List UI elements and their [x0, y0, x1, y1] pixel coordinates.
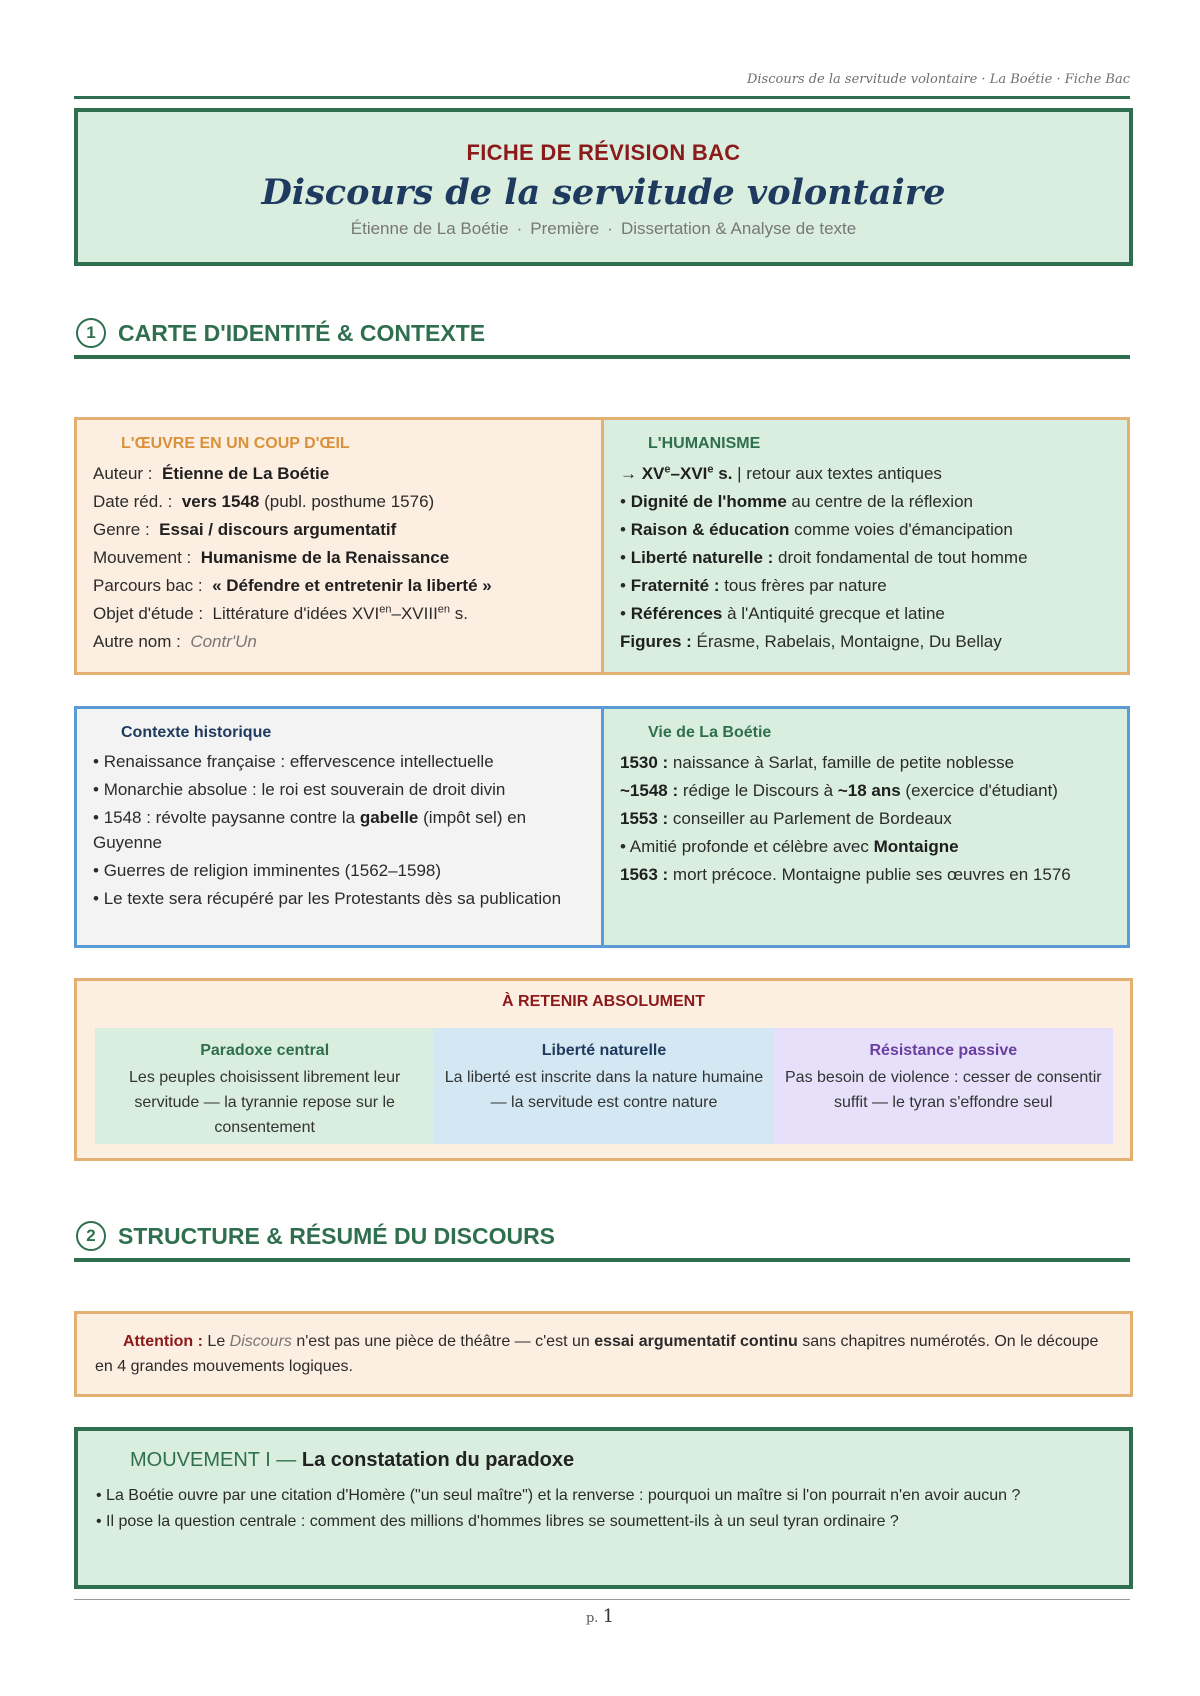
vie-key: Montaigne — [873, 837, 959, 856]
page-title: Discours de la servitude volontaire — [261, 172, 946, 213]
running-head: Discours de la servitude volontaire · La Boétie · Fiche Bac — [746, 72, 1130, 87]
movement-item: • La Boétie ouvre par une citation d'Homère ("un seul maître") et la renverse : pourquoi un maître si l'on pourrait n'en avoir aucun ? — [96, 1487, 1021, 1504]
item-text: comme voies d'émancipation — [789, 520, 1013, 539]
attention-emphasis: Discours — [229, 1333, 292, 1350]
item-text: tous frères par nature — [719, 576, 887, 595]
superscript: e — [707, 463, 714, 476]
movement-title — [130, 1447, 1111, 1473]
humanisme-figures-row — [620, 628, 1111, 656]
page-number-value: 1 — [602, 1606, 615, 1627]
key-points-title: À RETENIR ABSOLUMENT — [502, 993, 705, 1010]
section-number-badge: 1 — [76, 318, 106, 348]
humanisme-item: • Liberté naturelle : droit fondamental de tout homme — [620, 548, 1028, 567]
field-value: Humanisme de la Renaissance — [200, 548, 450, 567]
attention-note — [74, 1311, 1133, 1397]
figures-value: Érasme, Rabelais, Montaigne, Du Bellay — [691, 632, 1002, 651]
field-label: Parcours bac : — [93, 576, 203, 595]
field-value: Essai / discours argumentatif — [159, 520, 397, 539]
humanisme-item: • Références à l'Antiquité grecque et latine — [620, 604, 945, 623]
item-key: Fraternité : — [630, 576, 720, 595]
contexte-item: • 1548 : révolte paysanne contre la gabelle (impôt sel) en Guyenne — [93, 808, 527, 852]
field-label: Date réd. : — [93, 492, 173, 511]
key-point-resistance — [774, 1028, 1113, 1144]
field-label: Auteur : — [93, 464, 153, 483]
item-key: Raison & éducation — [630, 520, 790, 539]
contexte-item: • Guerres de religion imminentes (1562–1598) — [93, 861, 442, 880]
section-2-heading — [74, 1214, 1130, 1262]
figures-label: Figures : — [620, 632, 692, 651]
key-point-liberte — [434, 1028, 773, 1144]
vie-text: naissance à Sarlat, famille de petite noblesse — [668, 753, 1015, 772]
movement-label: MOUVEMENT I — — [130, 1449, 302, 1471]
contexte-item: • Le texte sera récupéré par les Protestants dès sa publication — [93, 889, 562, 908]
attention-key: essai argumentatif continu — [594, 1333, 798, 1350]
vie-text: mort précoce. Montaigne publie ses œuvres en 1576 — [668, 865, 1071, 884]
section-title: CARTE D'IDENTITÉ & CONTEXTE — [118, 319, 486, 346]
vie-text: conseiller au Parlement de Bordeaux — [668, 809, 952, 828]
oeuvre-parcours-row — [93, 572, 585, 600]
item-text: au centre de la réflexion — [786, 492, 973, 511]
context-grid — [74, 706, 1130, 948]
attention-label: Attention : — [123, 1333, 203, 1350]
field-label: Mouvement : — [93, 548, 192, 567]
vie-date: 1530 : — [620, 753, 669, 772]
item-text: Renaissance française : effervescence intellectuelle — [103, 752, 494, 771]
humanisme-item: • Raison & éducation comme voies d'émancipation — [620, 520, 1013, 539]
vie-text: (exercice d'étudiant) — [900, 781, 1058, 800]
period-note: | retour aux textes antiques — [732, 464, 942, 483]
title-kicker: FICHE DE RÉVISION BAC — [466, 140, 741, 165]
period-text: –XVI — [670, 464, 708, 483]
superscript: en — [437, 603, 451, 616]
section-number-badge: 2 — [76, 1221, 106, 1251]
field-label: Objet d'étude : — [93, 604, 204, 623]
vie-row — [620, 749, 1111, 777]
vie-row: • Amitié profonde et célèbre avec Montaigne — [620, 837, 959, 856]
subtitle-separator: · — [607, 219, 613, 238]
field-label: Genre : — [93, 520, 150, 539]
item-key: Références — [630, 604, 723, 623]
key-points-box — [74, 978, 1133, 1161]
attention-text: n'est pas une pièce de théâtre — c'est un — [291, 1333, 595, 1350]
contexte-item: • Renaissance française : effervescence intellectuelle — [93, 752, 494, 771]
key-point-text: La liberté est inscrite dans la nature humaine — la servitude est contre nature — [444, 1069, 764, 1111]
key-point-text: Les peuples choisissent librement leur servitude — la tyrannie repose sur le consentement — [129, 1069, 401, 1136]
key-point-title: Liberté naturelle — [541, 1042, 667, 1059]
footer-rule — [74, 1599, 1130, 1600]
item-text: Il pose la question centrale : comment des millions d'hommes libres se soumettent-ils à un seul tyran ordinaire ? — [106, 1513, 899, 1530]
oeuvre-author-row — [93, 460, 585, 488]
item-text: Le texte sera récupéré par les Protestants dès sa publication — [103, 889, 562, 908]
field-value: s. — [450, 604, 468, 623]
vie-row — [620, 861, 1111, 889]
key-point-paradoxe — [95, 1028, 434, 1144]
oeuvre-date-row — [93, 488, 585, 516]
field-value: « Défendre et entretenir la liberté » — [212, 576, 492, 595]
contexte-card — [74, 706, 604, 948]
oeuvre-alt-name-row — [93, 628, 585, 656]
attention-text: Le — [202, 1333, 230, 1350]
vie-date: 1563 : — [620, 865, 669, 884]
item-text: à l'Antiquité grecque et latine — [722, 604, 945, 623]
field-value: Contr'Un — [190, 632, 257, 651]
attention-text: sans chapitres numérotés. On le découpe en 4 grandes mouvements logiques. — [95, 1333, 1099, 1375]
key-point-title: Paradoxe central — [200, 1042, 330, 1059]
vie-key: ~18 ans — [837, 781, 901, 800]
section-1-heading — [74, 311, 1130, 359]
period-text: s. — [713, 464, 733, 483]
field-note: (publ. posthume 1576) — [264, 492, 435, 511]
oeuvre-card — [74, 417, 604, 675]
movement-item: • Il pose la question centrale : comment des millions d'hommes libres se soumettent-ils à un seul tyran ordinaire ? — [96, 1513, 899, 1530]
movement-1-box — [74, 1427, 1133, 1589]
key-point-text: Pas besoin de violence : cesser de consentir suffit — le tyran s'effondre seul — [785, 1069, 1102, 1111]
field-value: –XVIII — [391, 604, 438, 623]
contexte-item: • Monarchie absolue : le roi est souverain de droit divin — [93, 780, 506, 799]
vie-text: Amitié profonde et célèbre avec — [629, 837, 874, 856]
key-point-title: Résistance passive — [869, 1042, 1018, 1059]
item-text: (impôt sel) en Guyenne — [93, 808, 527, 852]
field-value: vers 1548 — [181, 492, 260, 511]
vie-card — [604, 706, 1130, 948]
item-key: Liberté naturelle : — [630, 548, 774, 567]
oeuvre-movement-row — [93, 544, 585, 572]
subtitle-separator: · — [516, 219, 523, 238]
field-value: Étienne de La Boétie — [162, 464, 330, 483]
vie-row — [620, 805, 1111, 833]
page-number — [0, 1606, 1200, 1627]
field-label: Autre nom : — [93, 632, 181, 651]
movement-name: La constatation du paradoxe — [301, 1449, 575, 1471]
humanisme-card — [604, 417, 1130, 675]
identity-grid — [74, 417, 1130, 675]
key-points-row — [95, 1028, 1113, 1144]
title-box — [74, 108, 1133, 266]
humanisme-item: • Dignité de l'homme au centre de la réflexion — [620, 492, 973, 511]
item-key: gabelle — [359, 808, 419, 827]
superscript: en — [379, 603, 392, 616]
section-title: STRUCTURE & RÉSUMÉ DU DISCOURS — [118, 1222, 556, 1249]
oeuvre-genre-row — [93, 516, 585, 544]
subtitle-level: Première — [530, 219, 600, 238]
humanisme-card-title: L'HUMANISME — [648, 435, 761, 452]
humanisme-period-row — [620, 460, 1111, 488]
humanisme-item: • Fraternité : tous frères par nature — [620, 576, 887, 595]
vie-date: ~1548 : — [620, 781, 679, 800]
field-value: Littérature d'idées XVI — [212, 604, 380, 623]
period-text: → XV — [620, 464, 665, 483]
subtitle-exercise: Dissertation & Analyse de texte — [620, 219, 857, 238]
oeuvre-card-title: L'ŒUVRE EN UN COUP D'ŒIL — [121, 435, 350, 452]
item-text: Guerres de religion imminentes (1562–1598) — [103, 861, 442, 880]
title-subtitle — [78, 219, 1129, 239]
vie-row — [620, 777, 1111, 805]
vie-card-title: Vie de La Boétie — [648, 724, 772, 741]
vie-date: 1553 : — [620, 809, 669, 828]
oeuvre-objet-row — [93, 600, 585, 628]
page-prefix: p. — [585, 1611, 599, 1626]
contexte-card-title: Contexte historique — [121, 724, 272, 741]
item-key: Dignité de l'homme — [630, 492, 787, 511]
superscript: e — [664, 463, 671, 476]
item-text: droit fondamental de tout homme — [773, 548, 1028, 567]
item-text: 1548 : révolte paysanne contre la — [103, 808, 360, 827]
item-text: La Boétie ouvre par une citation d'Homère ("un seul maître") et la renverse : pourquoi un maître si l'on pourrait n'en avoir aucun ? — [106, 1487, 1021, 1504]
item-text: Monarchie absolue : le roi est souverain de droit divin — [103, 780, 506, 799]
subtitle-author: Étienne de La Boétie — [350, 219, 509, 238]
vie-text: rédige le Discours à — [678, 781, 838, 800]
header-rule — [74, 96, 1130, 99]
